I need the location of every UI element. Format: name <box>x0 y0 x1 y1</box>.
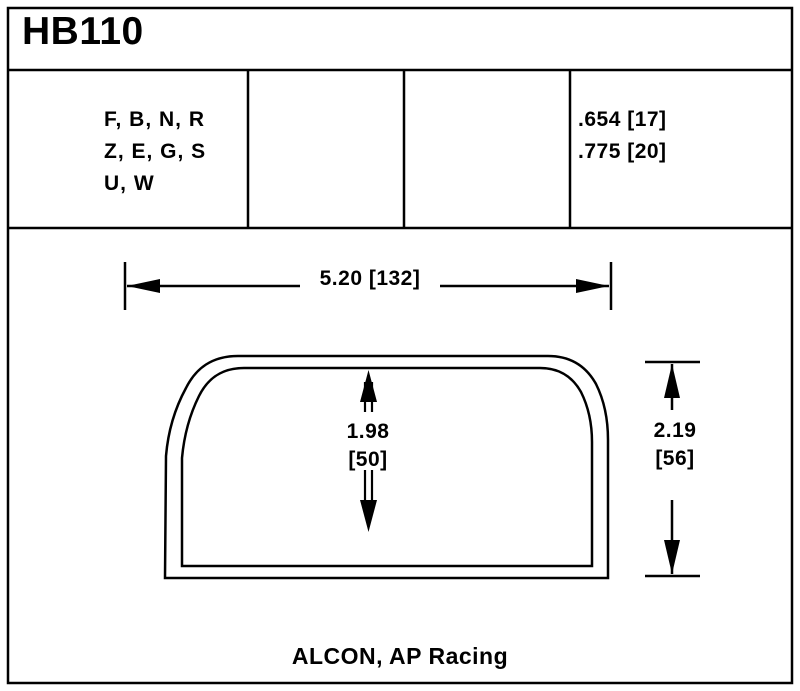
height-arrow-down <box>664 540 680 574</box>
slot-dimension-mm: [50] <box>348 448 388 471</box>
compound-codes-line-3: U, W <box>104 172 155 195</box>
height-dimension-mm: [56] <box>655 447 695 470</box>
height-dimension-inch: 2.19 <box>653 419 697 442</box>
width-arrow-left <box>127 279 160 293</box>
thickness-line-1: .654 [17] <box>578 108 667 131</box>
slot-arrow-down <box>360 500 377 532</box>
height-arrow-up <box>664 364 680 398</box>
brand-application-label: ALCON, AP Racing <box>291 643 509 669</box>
width-dimension-label: 5.20 [132] <box>319 267 421 290</box>
slot-dimension-label <box>298 418 438 474</box>
height-dimension-label <box>610 417 740 473</box>
compound-codes-line-2: Z, E, G, S <box>104 140 207 163</box>
thickness-line-2: .775 [20] <box>578 140 667 163</box>
compound-codes-line-1: F, B, N, R <box>104 108 206 131</box>
width-arrow-right <box>576 279 609 293</box>
compound-codes <box>104 104 206 200</box>
thickness-values <box>578 104 667 168</box>
slot-arrow-up <box>360 370 377 402</box>
slot-dimension-inch: 1.98 <box>346 420 390 443</box>
page-title: HB110 <box>22 10 144 53</box>
